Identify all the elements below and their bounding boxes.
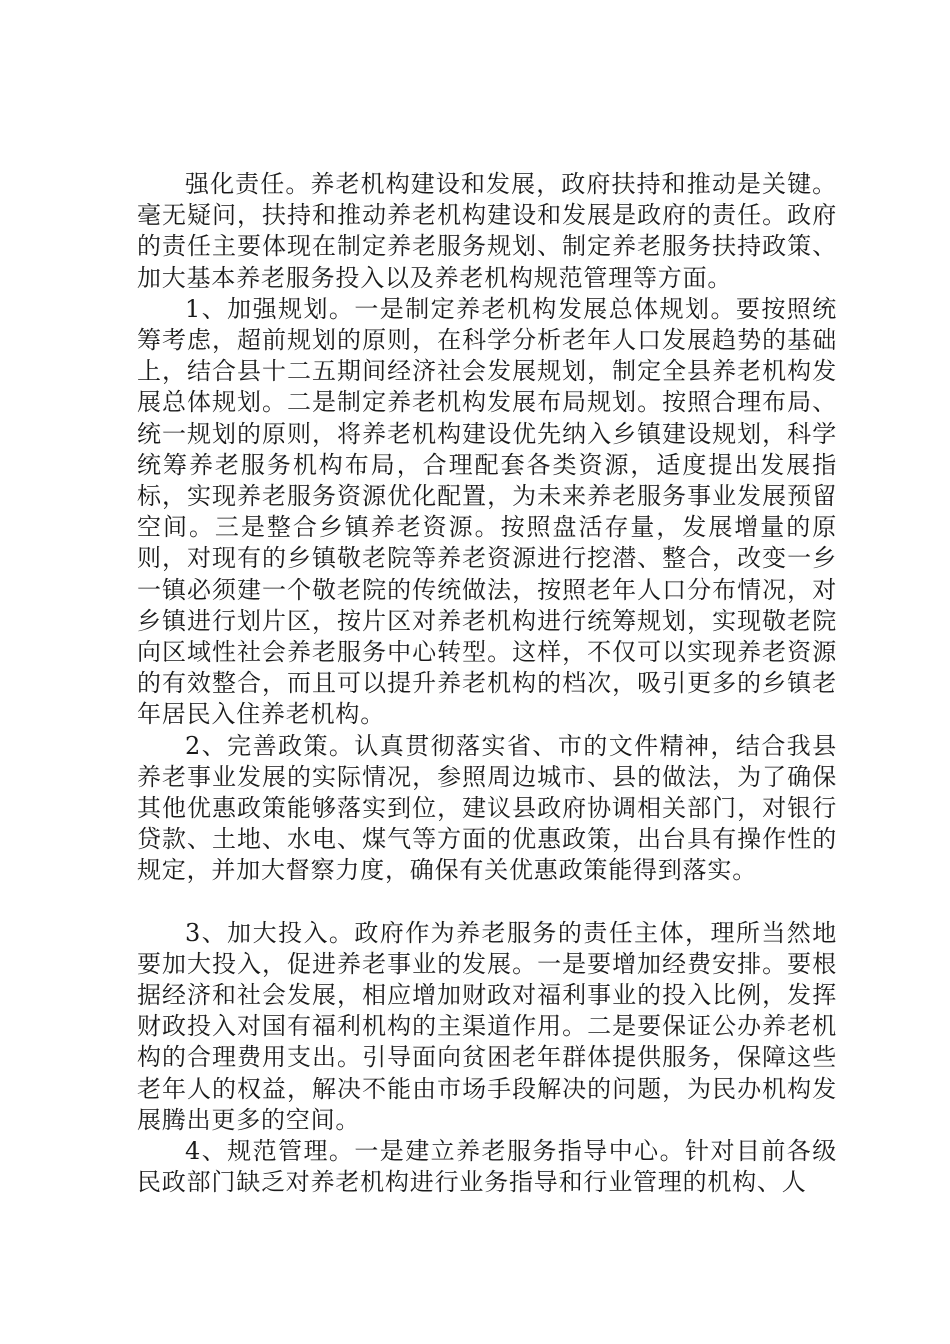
paragraph-management: 4、规范管理。一是建立养老服务指导中心。针对目前各级民政部门缺乏对养老机构进行业务指导和行业管理的机构、人 — [137, 1137, 837, 1197]
paragraph-policy: 2、完善政策。认真贯彻落实省、市的文件精神，结合我县养老事业发展的实际情况，参照周边城市、县的做法，为了确保其他优惠政策能够落实到位，建议县政府协调相关部门，对银行贷款、土地、水电、煤气等方面的优惠政策，出台具有操作性的规定，并加大督察力度，确保有关优惠政策能得到落实。 — [137, 731, 837, 885]
paragraph-responsibility: 强化责任。养老机构建设和发展，政府扶持和推动是关键。毫无疑问，扶持和推动养老机构建设和发展是政府的责任。政府的责任主要体现在制定养老服务规划、制定养老服务扶持政策、加大基本养老服务投入以及养老机构规范管理等方面。 — [137, 170, 837, 292]
paragraph-spacer — [137, 887, 837, 918]
paragraph-planning: 1、加强规划。一是制定养老机构发展总体规划。要按照统筹考虑，超前规划的原则，在科学分析老年人口发展趋势的基础上，结合县十二五期间经济社会发展规划，制定全县养老机构发展总体规划。二是制定养老机构发展布局规划。按照合理布局、统一规划的原则，将养老机构建设优先纳入乡镇建设规划，科学统筹养老服务机构布局，合理配套各类资源，适度提出发展指标，实现养老服务资源优化配置，为未来养老服务事业发展预留空间。三是整合乡镇养老资源。按照盘活存量，发展增量的原则，对现有的乡镇敬老院等养老资源进行挖潜、整合，改变一乡一镇必须建一个敬老院的传统做法，按照老年人口分布情况，对乡镇进行划片区，按片区对养老机构进行统筹规划，实现敬老院向区域性社会养老服务中心转型。这样，不仅可以实现养老资源的有效整合，而且可以提升养老机构的档次，吸引更多的乡镇老年居民入住养老机构。 — [137, 294, 837, 729]
document-body — [137, 169, 837, 1199]
paragraph-investment: 3、加大投入。政府作为养老服务的责任主体，理所当然地要加大投入，促进养老事业的发展。一是要增加经费安排。要根据经济和社会发展，相应增加财政对福利事业的投入比例，发挥财政投入对国有福利机构的主渠道作用。二是要保证公办养老机构的合理费用支出。引导面向贫困老年群体提供服务，保障这些老年人的权益，解决不能由市场手段解决的问题，为民办机构发展腾出更多的空间。 — [137, 918, 837, 1134]
